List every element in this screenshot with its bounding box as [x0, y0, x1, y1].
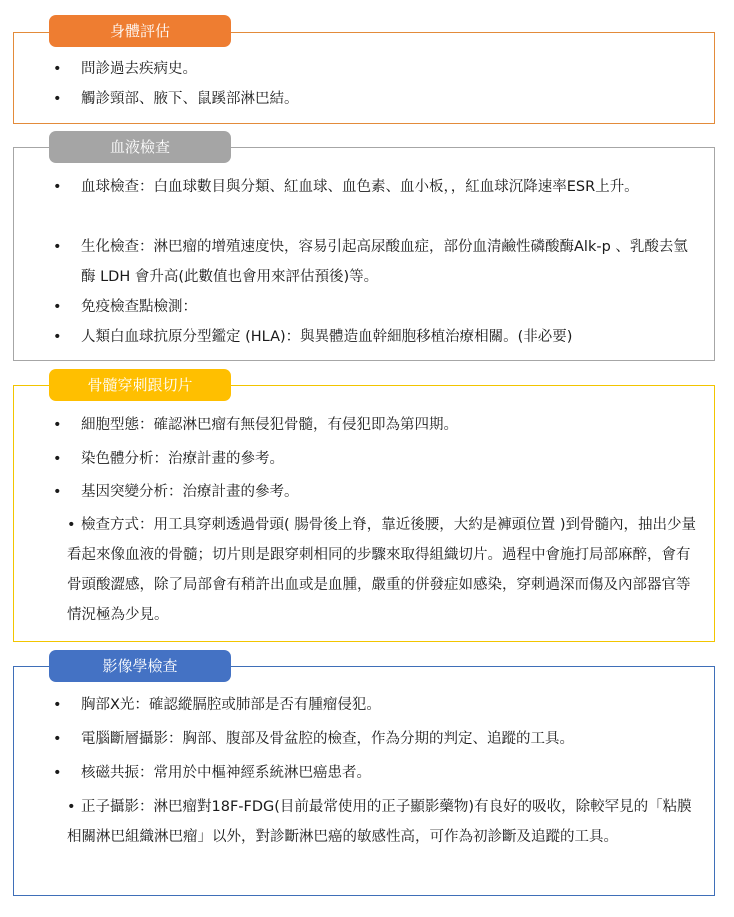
list-item: • 胸部X光：確認縱膈腔或肺部是否有腫瘤侵犯。: [67, 690, 698, 720]
list-item: • 觸診頸部、腋下、鼠蹊部淋巴結。: [67, 84, 698, 114]
list-item: • 檢查方式：用工具穿刺透過骨頭( 腸骨後上脊，靠近後腰，大約是褲頭位置 )到骨髓內，抽出少量看起來像血液的骨髓；切片則是跟穿刺相同的步驟來取得組織切片。過程中會施打局部麻醉，會有骨頭酸澀感，除了局部會有稍許出血或是血腫，嚴重的併發症如感染，穿刺過深而傷及內部器官等情況極為少見。: [67, 510, 698, 630]
bullet-icon: •: [53, 61, 62, 77]
list-item: • 電腦斷層攝影：胸部、腹部及骨盆腔的檢查，作為分期的判定、追蹤的工具。: [67, 724, 698, 754]
bone-marrow-title: 骨髓穿刺跟切片: [49, 369, 231, 401]
bullet-icon: •: [53, 451, 62, 467]
physical-exam-title: 身體評估: [49, 15, 231, 47]
blood-test-title: 血液檢查: [49, 131, 231, 163]
list-item: • 細胞型態：確認淋巴瘤有無侵犯骨髓，有侵犯即為第四期。: [67, 410, 698, 440]
bullet-icon: •: [53, 417, 62, 433]
bullet-icon: •: [53, 329, 62, 345]
list-item: • 人類白血球抗原分型鑑定 (HLA)：與異體造血幹細胞移植治療相關。(非必要): [67, 322, 698, 352]
list-item: • 核磁共振：常用於中樞神經系統淋巴癌患者。: [67, 758, 698, 788]
bullet-icon: •: [53, 765, 62, 781]
bullet-icon: •: [53, 484, 62, 500]
list-item: • 免疫檢查點檢測：: [67, 292, 698, 322]
bullet-icon: •: [53, 697, 62, 713]
bullet-icon: •: [53, 731, 62, 747]
list-item: • 生化檢查：淋巴瘤的增殖速度快，容易引起高尿酸血症，部份血清鹼性磷酸酶Alk-p 、乳酸去氫酶 LDH 會升高(此數值也會用來評估預後)等。: [67, 232, 698, 292]
list-item: • 染色體分析：治療計畫的參考。: [67, 444, 698, 474]
list-item: • 基因突變分析：治療計畫的參考。: [67, 477, 698, 507]
bullet-icon: •: [53, 239, 62, 255]
bullet-icon: •: [67, 517, 76, 533]
list-item: • 血球檢查：白血球數目與分類、紅血球、血色素、血小板，，紅血球沉降速率ESR上升。: [67, 172, 698, 202]
bullet-icon: •: [53, 299, 62, 315]
list-item: • 問診過去疾病史。: [67, 54, 698, 84]
bullet-icon: •: [67, 799, 76, 815]
bullet-icon: •: [53, 91, 62, 107]
imaging-title: 影像學檢查: [49, 650, 231, 682]
bullet-icon: •: [53, 179, 62, 195]
list-item: • 正子攝影：淋巴瘤對18F-FDG(目前最常使用的正子顯影藥物)有良好的吸收，除較罕見的「粘膜相關淋巴組織淋巴瘤」以外，對診斷淋巴癌的敏感性高，可作為初診斷及追蹤的工具。: [67, 792, 698, 852]
